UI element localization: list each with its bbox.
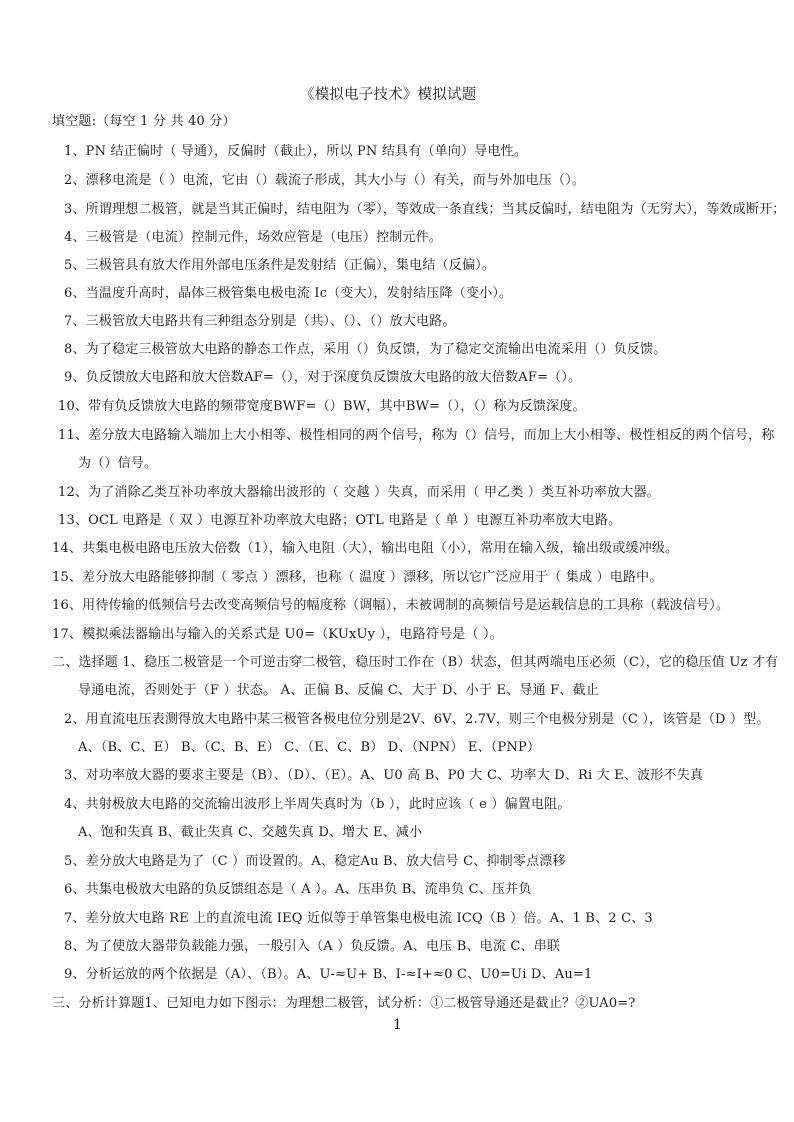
question-item: 8、为了使放大器带负载能力强，一般引入（A ）负反馈。A、电压 B、电流 C、串联 bbox=[64, 939, 561, 954]
question-item: 16、用待传输的低频信号去改变高频信号的幅度称（调幅），未被调制的高频信号是运载信息的工具称（载波信号）。 bbox=[52, 598, 730, 613]
question-item: 6、共集电极放大电路的负反馈组态是（ A ）。A、压串负 B、流串负 C、压并负 bbox=[64, 882, 532, 897]
question-item: 10、带有负反馈放大电路的频带宽度BWF=（）BW，其中BW=（），（）称为反馈深度。 bbox=[58, 399, 586, 414]
question-item: 1、PN 结正偏时（ 导通），反偏时（截止），所以 PN 结具有（单向）导电性。 bbox=[64, 144, 528, 159]
section-heading-choice: 二、选择题 1、稳压二极管是一个可逆击穿二极管，稳压时工作在（B）状态，但其两端电压必须（C），它的稳压值 Uz 才有 bbox=[52, 655, 779, 670]
question-item: 7、三极管放大电路共有三种组态分别是（共）、（）、（）放大电路。 bbox=[64, 314, 456, 329]
question-item: 12、为了消除乙类互补功率放大器输出波形的（ 交越 ）失真，而采用（ 甲乙类 ）类互补功率放大器。 bbox=[58, 485, 660, 500]
question-item: 9、负反馈放大电路和放大倍数AF=（），对于深度负反馈放大电路的放大倍数AF=（）。 bbox=[64, 370, 582, 385]
section-heading-fill-in: 填空题:（每空 1 分 共 40 分） bbox=[52, 114, 236, 129]
question-item: 4、三极管是（电流）控制元件，场效应管是（电压）控制元件。 bbox=[64, 230, 443, 245]
question-options: A、饱和失真 B、截止失真 C、交越失真 D、增大 E、减小 bbox=[78, 825, 423, 840]
question-item: 4、共射极放大电路的交流输出波形上半周失真时为（b ），此时应该（ e ）偏置电阻。 bbox=[64, 797, 571, 812]
question-item: 17、模拟乘法器输出与输入的关系式是 U0=（KUxUy ），电路符号是（ ）。 bbox=[52, 627, 503, 642]
question-item: 7、差分放大电路 RE 上的直流电流 IEQ 近似等于单管集电极电流 ICQ（B ）倍。A、1 B、2 C、3 bbox=[64, 911, 653, 926]
question-options: A、（B、C、E） B、（C、B、E） C、（E、C、B） D、（NPN） E、（PNP） bbox=[78, 740, 541, 755]
question-item: 6、当温度升高时，晶体三极管集电极电流 Ic（变大），发射结压降（变小）。 bbox=[64, 286, 513, 301]
question-item: 5、差分放大电路是为了（C ）而设置的。A、稳定Au B、放大信号 C、抑制零点漂移 bbox=[64, 854, 566, 869]
question-item: 2、漂移电流是（ ）电流，它由（）载流子形成，其大小与（）有关，而与外加电压（）。 bbox=[64, 173, 586, 188]
question-item: 9、分析运放的两个依据是（A）、（B）。A、U-≈U+ B、I-≈I+≈0 C、U0=Ui D、Au=1 bbox=[64, 967, 593, 982]
document-title: 《模拟电子技术》模拟试题 bbox=[300, 87, 477, 103]
question-item: 11、差分放大电路输入端加上大小相等、极性相同的两个信号，称为（）信号，而加上大小相等、极性相反的两个信号，称 bbox=[58, 428, 775, 443]
question-item: 8、为了稳定三极管放大电路的静态工作点，采用（）负反馈，为了稳定交流输出电流采用（）负反馈。 bbox=[64, 342, 667, 357]
question-item-continued: 导通电流，否则处于（F ）状态。 A、正偏 B、反偏 C、大于 D、小于 E、导通 F、截止 bbox=[78, 683, 599, 698]
question-item: 2、用直流电压表测得放大电路中某三极管各极电位分别是2V、6V、2.7V，则三个电极分别是（C ），该管是（D ）型。 bbox=[64, 712, 770, 727]
question-item: 5、三极管具有放大作用外部电压条件是发射结（正偏），集电结（反偏）。 bbox=[64, 258, 496, 273]
question-item: 14、共集电极电路电压放大倍数（1），输入电阻（大），输出电阻（小），常用在输入级，输出级或缓冲级。 bbox=[52, 541, 679, 556]
question-item-continued: 为（）信号。 bbox=[78, 456, 158, 471]
question-item: 3、对功率放大器的要求主要是（B）、（D）、（E）。A、U0 高 B、P0 大 C、功率大 D、Ri 大 E、波形不失真 bbox=[64, 768, 704, 783]
page-number: 1 bbox=[393, 1017, 403, 1033]
question-item: 15、差分放大电路能够抑制（ 零点 ）漂移，也称（ 温度 ）漂移，所以它广泛应用于（ 集成 ）电路中。 bbox=[52, 570, 663, 585]
section-heading-analysis: 三、分析计算题1、已知电力如下图示：为理想二极管，试分析：①二极管导通还是截止？②UA0=? bbox=[52, 996, 636, 1011]
question-item: 3、所谓理想二极管，就是当其正偏时，结电阻为（零），等效成一条直线；当其反偏时，结电阻为（无穷大），等效成断开； bbox=[64, 202, 786, 217]
question-item: 13、OCL 电路是（ 双 ）电源互补功率放大电路；OTL 电路是（ 单 ）电源互补功率放大电路。 bbox=[58, 513, 622, 528]
